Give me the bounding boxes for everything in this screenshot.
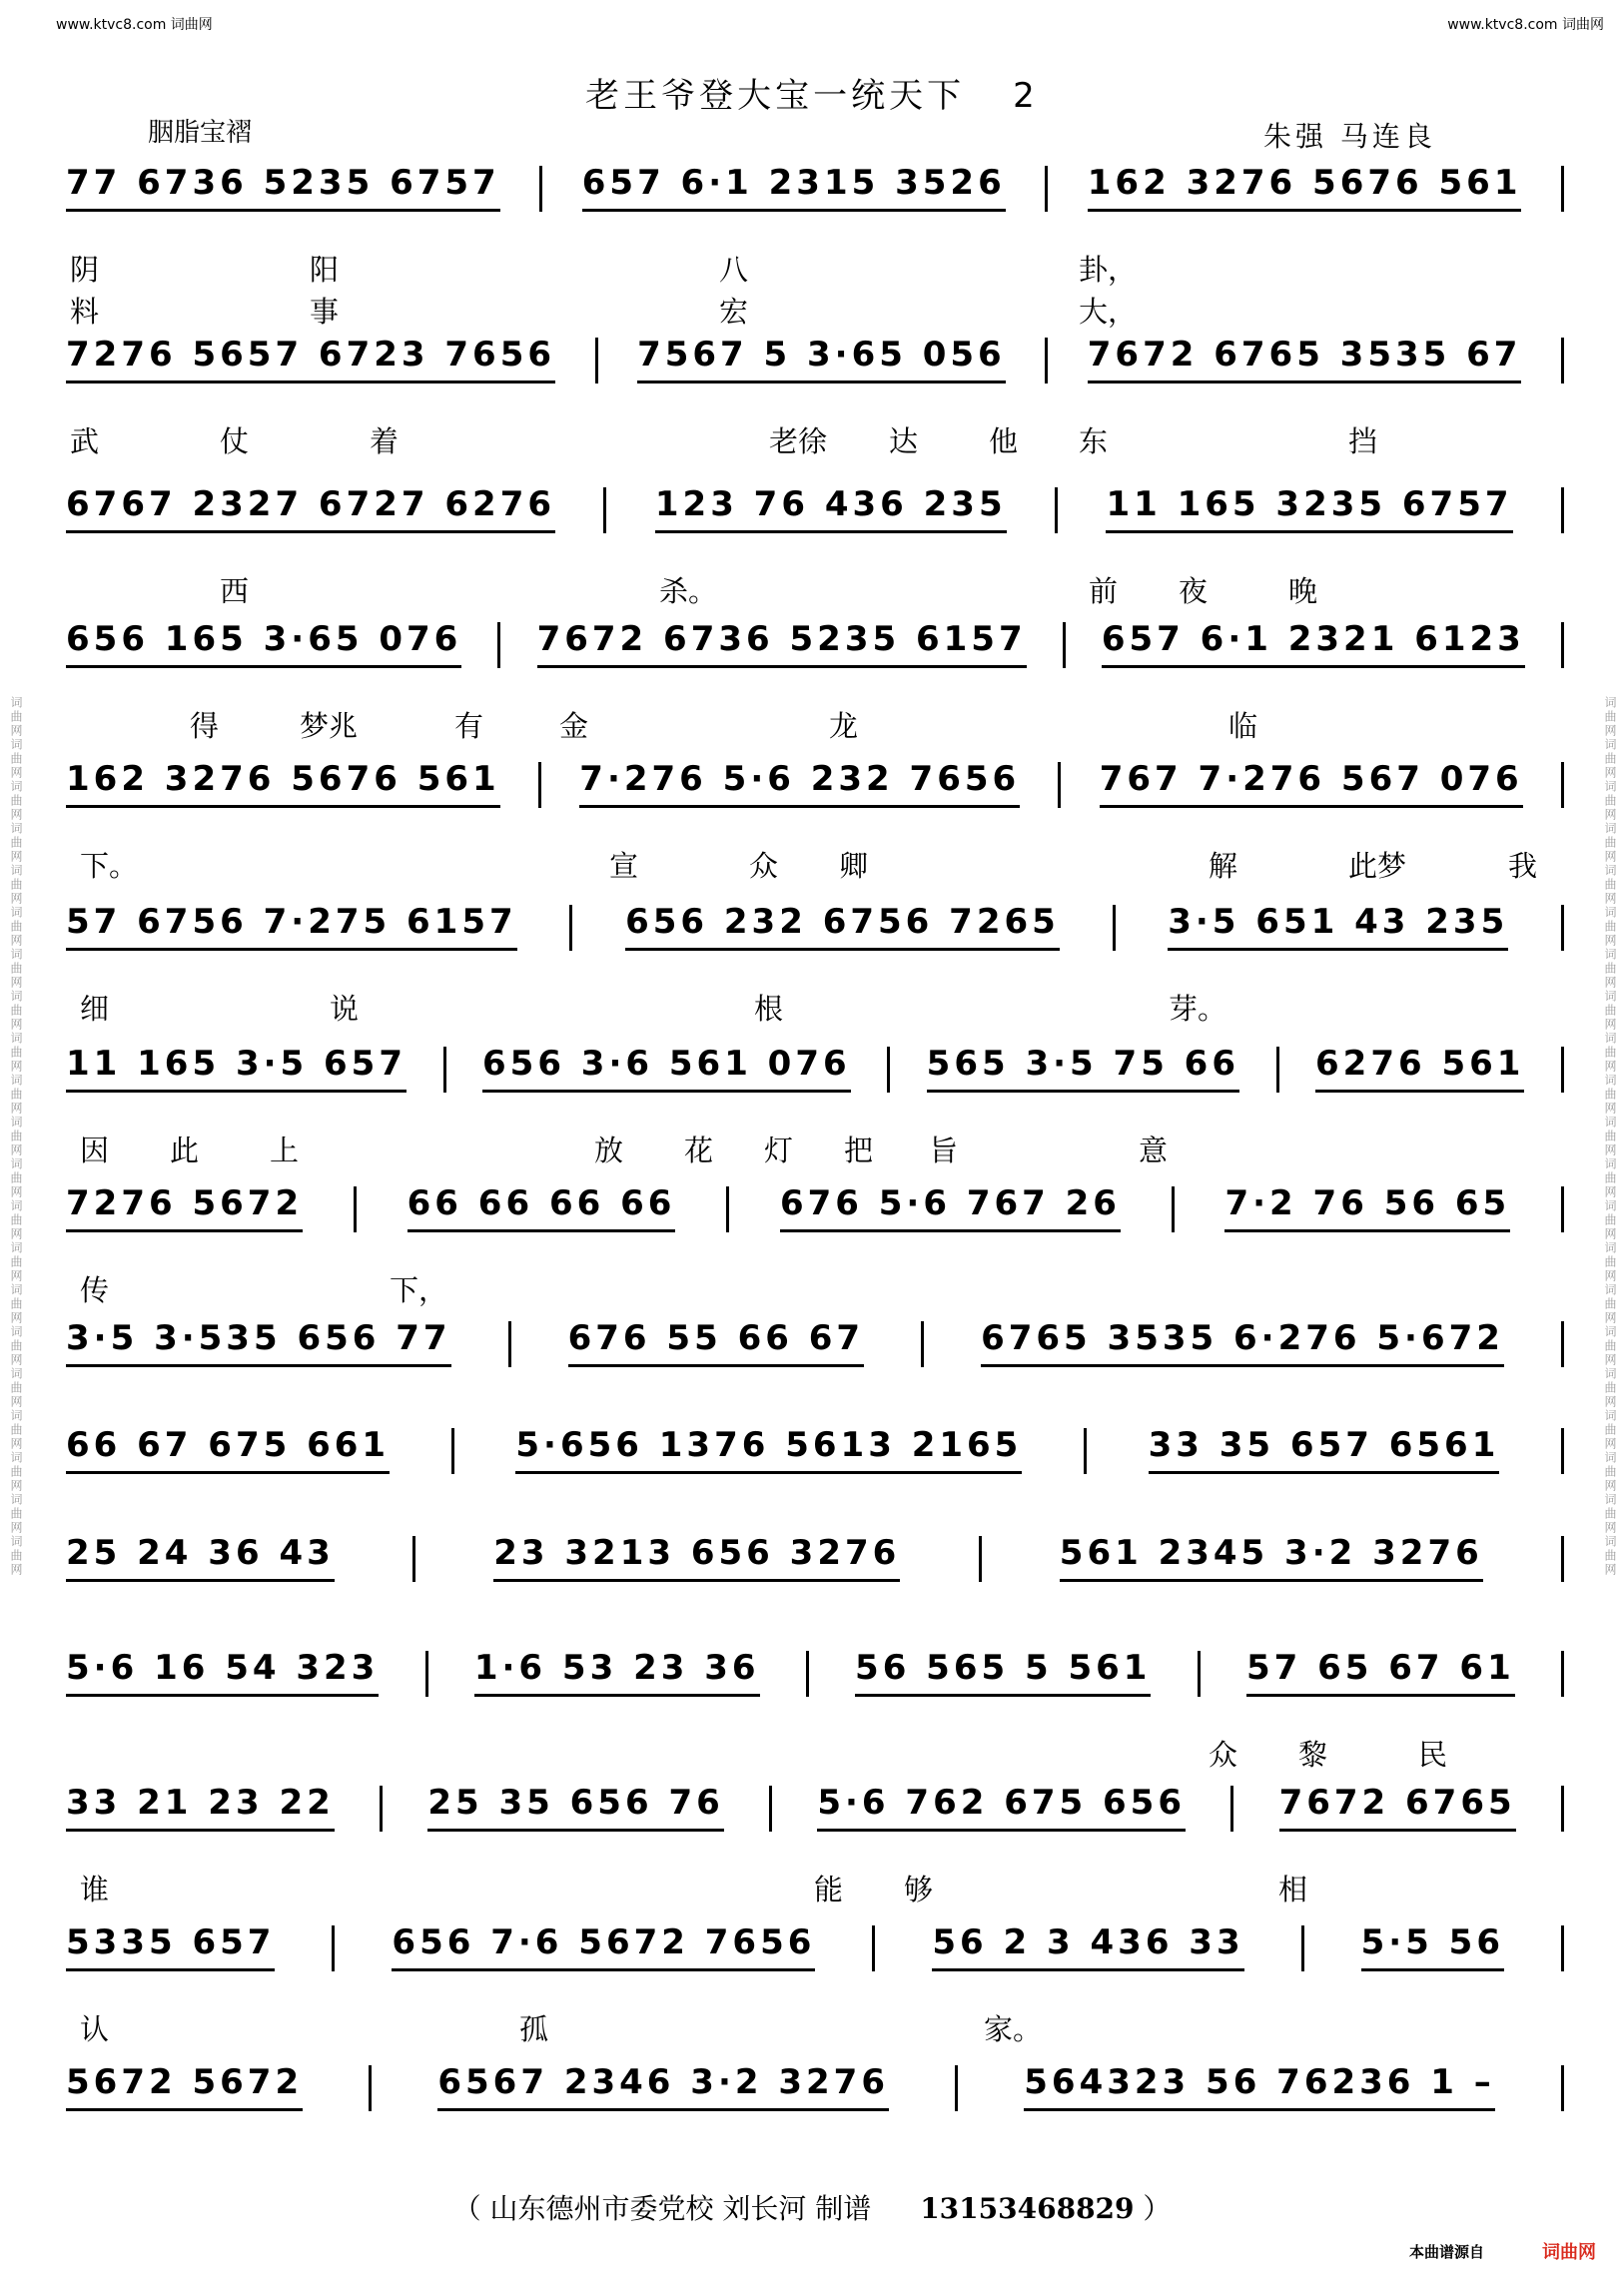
notation-row bbox=[66, 1425, 1564, 1474]
barline bbox=[451, 1428, 454, 1474]
barline bbox=[769, 1786, 772, 1832]
lyric: 达 bbox=[889, 424, 919, 458]
lyric: 前 bbox=[1089, 574, 1119, 608]
lyric: 灯 bbox=[764, 1134, 794, 1167]
lyric: 金 bbox=[559, 709, 589, 743]
lyric: 相 bbox=[1278, 1873, 1308, 1906]
page-number: 2 bbox=[1013, 76, 1039, 116]
barline bbox=[538, 762, 541, 808]
barline bbox=[726, 1186, 729, 1232]
lyric: 放 bbox=[594, 1134, 624, 1167]
lyric: 卦， bbox=[1079, 253, 1138, 287]
measure: 676 5·6 767 26 bbox=[780, 1183, 1121, 1232]
measure: 6767 2327 6727 6276 bbox=[66, 484, 555, 533]
barline bbox=[1561, 1321, 1564, 1367]
barline bbox=[595, 338, 598, 383]
lyric: 黎 bbox=[1298, 1738, 1328, 1772]
performer-credit: 朱强 马连良 bbox=[1263, 120, 1436, 153]
barline bbox=[1058, 762, 1061, 808]
measure: 656 165 3·65 076 bbox=[66, 619, 461, 668]
barline bbox=[887, 1047, 890, 1093]
footer-close-paren: ） bbox=[1143, 2192, 1172, 2225]
lyric: 传 bbox=[80, 1273, 110, 1307]
barline bbox=[1561, 487, 1564, 533]
barline bbox=[1113, 905, 1116, 951]
lyric: 晚 bbox=[1288, 574, 1318, 608]
barline bbox=[1084, 1428, 1087, 1474]
lyric: 意 bbox=[1139, 1134, 1169, 1167]
footer-credit bbox=[0, 2187, 1624, 2227]
barline bbox=[979, 1536, 982, 1582]
lyric: 下。 bbox=[80, 849, 139, 883]
notation-row bbox=[66, 1044, 1564, 1093]
lyric: 众 bbox=[1209, 1738, 1238, 1772]
lyric: 西 bbox=[220, 574, 250, 608]
lyric: 龙 bbox=[829, 709, 859, 743]
lyric: 八 bbox=[719, 253, 749, 287]
barline bbox=[369, 2065, 372, 2111]
measure: 676 55 66 67 bbox=[568, 1318, 864, 1367]
notation-row bbox=[66, 1922, 1564, 1971]
measure: 11 165 3·5 657 bbox=[66, 1044, 406, 1093]
barline bbox=[332, 1925, 335, 1971]
barline bbox=[539, 166, 542, 212]
lyric: 解 bbox=[1209, 849, 1238, 883]
barline bbox=[1561, 622, 1564, 668]
lyric: 我 bbox=[1508, 849, 1538, 883]
measure: 5·5 56 bbox=[1361, 1922, 1504, 1971]
measure: 657 6·1 2315 3526 bbox=[582, 163, 1006, 212]
score-title bbox=[0, 68, 1624, 117]
notation-row bbox=[66, 619, 1564, 668]
measure: 23 3213 656 3276 bbox=[493, 1533, 900, 1582]
barline bbox=[872, 1925, 875, 1971]
tune-name: 胭脂宝褶 bbox=[148, 118, 253, 148]
notation-row bbox=[66, 163, 1564, 212]
measure: 7·276 5·6 232 7656 bbox=[579, 759, 1020, 808]
lyric: 把 bbox=[844, 1134, 874, 1167]
measure: 656 3·6 561 076 bbox=[482, 1044, 851, 1093]
lyric: 卿 bbox=[839, 849, 869, 883]
barline bbox=[425, 1651, 428, 1697]
brand-logo: 词曲网 bbox=[1542, 2242, 1596, 2263]
lyric: 谁 bbox=[80, 1873, 110, 1906]
lyric: 花 bbox=[684, 1134, 714, 1167]
barline bbox=[1561, 1047, 1564, 1093]
measure: 6765 3535 6·276 5·672 bbox=[981, 1318, 1504, 1367]
lyric: 东 bbox=[1079, 424, 1109, 458]
notation-row bbox=[66, 759, 1564, 808]
measure: 561 2345 3·2 3276 bbox=[1060, 1533, 1483, 1582]
barline bbox=[1063, 622, 1066, 668]
lyric: 临 bbox=[1228, 709, 1258, 743]
lyric: 此 bbox=[170, 1134, 200, 1167]
lyric: 孤 bbox=[519, 2012, 549, 2046]
measure: 162 3276 5676 561 bbox=[1088, 163, 1522, 212]
barline bbox=[443, 1047, 446, 1093]
measure: 767 7·276 567 076 bbox=[1100, 759, 1523, 808]
barline bbox=[508, 1321, 511, 1367]
barline bbox=[1561, 1186, 1564, 1232]
barline bbox=[1561, 1925, 1564, 1971]
lyric: 够 bbox=[904, 1873, 934, 1906]
measure: 7276 5657 6723 7656 bbox=[66, 335, 555, 383]
measure: 6276 561 bbox=[1315, 1044, 1524, 1093]
lyric: 得 bbox=[190, 709, 220, 743]
barline bbox=[1561, 166, 1564, 212]
measure: 162 3276 5676 561 bbox=[66, 759, 500, 808]
notation-row bbox=[66, 902, 1564, 951]
lyric: 老徐 bbox=[769, 424, 828, 458]
lyric: 夜 bbox=[1179, 574, 1209, 608]
lyric: 有 bbox=[454, 709, 484, 743]
lyric: 家。 bbox=[984, 2012, 1043, 2046]
measure: 25 24 36 43 bbox=[66, 1533, 335, 1582]
measure: 56 565 5 561 bbox=[855, 1648, 1151, 1697]
measure: 656 232 6756 7265 bbox=[625, 902, 1060, 951]
lyric: 仗 bbox=[220, 424, 250, 458]
measure: 33 21 23 22 bbox=[66, 1783, 335, 1832]
barline bbox=[1045, 166, 1048, 212]
notation-row bbox=[66, 1318, 1564, 1367]
lyric: 他 bbox=[989, 424, 1019, 458]
lyric: 阴 bbox=[70, 253, 100, 287]
barline bbox=[1230, 1786, 1233, 1832]
measure: 33 35 657 6561 bbox=[1149, 1425, 1500, 1474]
score-title-text: 老王爷登大宝一统天下 bbox=[585, 76, 966, 116]
measure: 564323 56 76236 1 – bbox=[1024, 2062, 1495, 2111]
lyric: 事 bbox=[310, 295, 340, 329]
barline bbox=[354, 1186, 357, 1232]
barline bbox=[1055, 487, 1058, 533]
barline bbox=[380, 1786, 383, 1832]
measure: 7672 6765 bbox=[1279, 1783, 1516, 1832]
measure: 3·5 651 43 235 bbox=[1168, 902, 1508, 951]
final-barline bbox=[1561, 2065, 1564, 2111]
measure: 565 3·5 75 66 bbox=[927, 1044, 1239, 1093]
lyric: 梦兆 bbox=[300, 709, 359, 743]
notation-row bbox=[66, 1783, 1564, 1832]
lyric: 民 bbox=[1418, 1738, 1448, 1772]
footer-text: 山东德州市委党校 刘长河 制谱 bbox=[489, 2192, 872, 2225]
lyric: 细 bbox=[80, 992, 110, 1026]
measure: 7672 6736 5235 6157 bbox=[537, 619, 1027, 668]
site-header-right: www.ktvc8.com 词曲网 bbox=[1447, 17, 1604, 33]
barline bbox=[1561, 1786, 1564, 1832]
footer-phone: 13153468829 bbox=[920, 2192, 1135, 2225]
notation-row bbox=[66, 484, 1564, 533]
barline bbox=[1561, 1428, 1564, 1474]
measure: 25 35 656 76 bbox=[427, 1783, 723, 1832]
measure: 123 76 436 235 bbox=[655, 484, 1007, 533]
lyric: 杀。 bbox=[659, 574, 718, 608]
barline bbox=[1276, 1047, 1279, 1093]
lyric: 因 bbox=[80, 1134, 110, 1167]
lyric: 大， bbox=[1079, 295, 1138, 329]
lyric: 阳 bbox=[310, 253, 340, 287]
side-watermark-right: 词曲网词曲网词曲网词曲网词曲网词曲网词曲网词曲网词曲网词曲网词曲网词曲网词曲网词曲网词曲网词曲网词曲网词曲网词曲网词曲网词曲网 bbox=[1603, 695, 1617, 1577]
barline bbox=[569, 905, 572, 951]
lyric: 说 bbox=[330, 992, 360, 1026]
measure: 56 2 3 436 33 bbox=[932, 1922, 1243, 1971]
measure: 657 6·1 2321 6123 bbox=[1102, 619, 1525, 668]
measure: 656 7·6 5672 7656 bbox=[392, 1922, 815, 1971]
lyric: 此梦 bbox=[1348, 849, 1407, 883]
notation-row bbox=[66, 2062, 1564, 2111]
barline bbox=[1301, 1925, 1304, 1971]
measure: 5335 657 bbox=[66, 1922, 275, 1971]
lyric: 旨 bbox=[929, 1134, 959, 1167]
lyric: 着 bbox=[370, 424, 400, 458]
lyric: 挡 bbox=[1348, 424, 1378, 458]
measure: 3·5 3·535 656 77 bbox=[66, 1318, 451, 1367]
measure: 57 65 67 61 bbox=[1246, 1648, 1515, 1697]
footer-open-paren: （ bbox=[452, 2192, 481, 2225]
lyric: 芽。 bbox=[1169, 992, 1227, 1026]
measure: 66 66 66 66 bbox=[407, 1183, 676, 1232]
site-header-left: www.ktvc8.com 词曲网 bbox=[56, 17, 213, 33]
measure: 5·6 762 675 656 bbox=[817, 1783, 1186, 1832]
measure: 11 165 3235 6757 bbox=[1106, 484, 1512, 533]
lyric: 能 bbox=[814, 1873, 844, 1906]
lyric: 宏 bbox=[719, 295, 749, 329]
measure: 7·2 76 56 65 bbox=[1224, 1183, 1510, 1232]
barline bbox=[603, 487, 606, 533]
measure: 6567 2346 3·2 3276 bbox=[437, 2062, 889, 2111]
measure: 5672 5672 bbox=[66, 2062, 303, 2111]
barline bbox=[497, 622, 500, 668]
lyric: 众 bbox=[749, 849, 779, 883]
side-watermark-left: 词曲网词曲网词曲网词曲网词曲网词曲网词曲网词曲网词曲网词曲网词曲网词曲网词曲网词曲网词曲网词曲网词曲网词曲网词曲网词曲网词曲网 bbox=[9, 695, 23, 1577]
lyric: 宣 bbox=[609, 849, 639, 883]
barline bbox=[1045, 338, 1048, 383]
barline bbox=[921, 1321, 924, 1367]
source-label: 本曲谱源自 bbox=[1408, 2243, 1484, 2261]
barline bbox=[1561, 905, 1564, 951]
barline bbox=[1198, 1651, 1201, 1697]
measure: 7276 5672 bbox=[66, 1183, 303, 1232]
notation-row bbox=[66, 1533, 1564, 1582]
notation-row bbox=[66, 1183, 1564, 1232]
barline bbox=[412, 1536, 415, 1582]
lyric: 武 bbox=[70, 424, 100, 458]
lyric: 下， bbox=[390, 1273, 448, 1307]
measure: 7672 6765 3535 67 bbox=[1088, 335, 1522, 383]
lyric: 认 bbox=[80, 2012, 110, 2046]
barline bbox=[955, 2065, 958, 2111]
measure: 7567 5 3·65 056 bbox=[637, 335, 1006, 383]
notation-row bbox=[66, 335, 1564, 383]
barline bbox=[1561, 1651, 1564, 1697]
lyric: 上 bbox=[270, 1134, 300, 1167]
measure: 5·656 1376 5613 2165 bbox=[515, 1425, 1022, 1474]
measure: 66 67 675 661 bbox=[66, 1425, 390, 1474]
barline bbox=[806, 1651, 809, 1697]
lyric: 料 bbox=[70, 295, 100, 329]
barline bbox=[1561, 338, 1564, 383]
lyric: 根 bbox=[754, 992, 784, 1026]
measure: 57 6756 7·275 6157 bbox=[66, 902, 517, 951]
barline bbox=[1561, 762, 1564, 808]
measure: 1·6 53 23 36 bbox=[474, 1648, 760, 1697]
barline bbox=[1172, 1186, 1175, 1232]
notation-row bbox=[66, 1648, 1564, 1697]
measure: 77 6736 5235 6757 bbox=[66, 163, 500, 212]
measure: 5·6 16 54 323 bbox=[66, 1648, 379, 1697]
barline bbox=[1561, 1536, 1564, 1582]
